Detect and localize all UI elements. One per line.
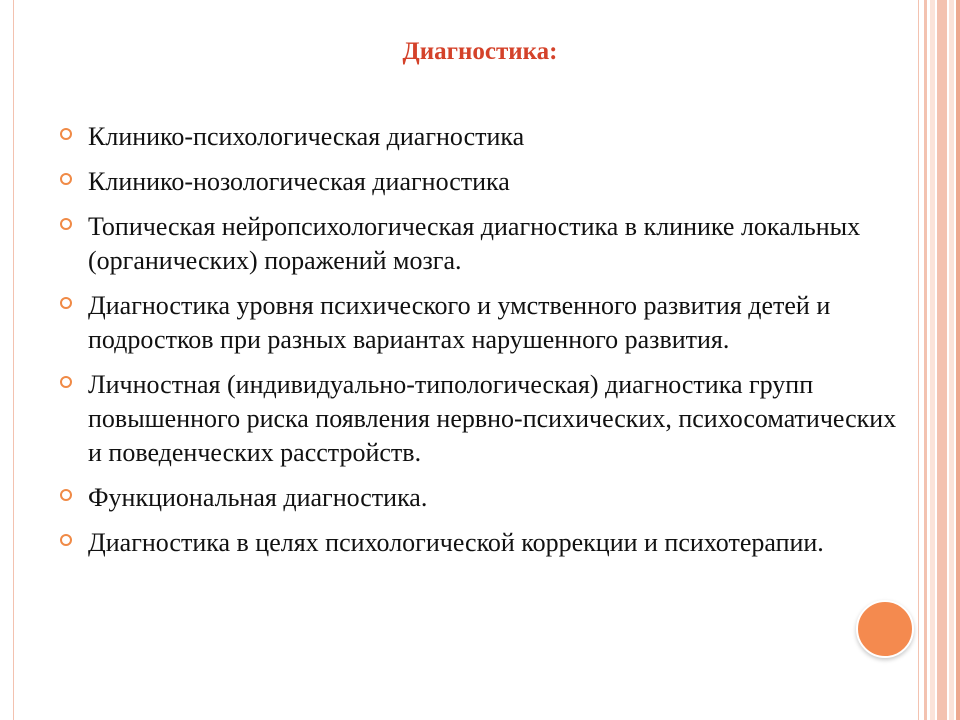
circle-bullet-icon [60,173,72,185]
bullet-text: Клинико-психологическая диагностика [88,122,525,151]
decorative-stripes [920,0,960,720]
stripe-1 [924,0,927,720]
bullet-text: Личностная (индивидуально-типологическая) диагностика групп повышенного риска появления нервно-психических, психосоматических и поведенческих расстройств. [88,370,897,467]
bullet-item [60,289,900,357]
stripe-2 [930,0,935,720]
stripe-3 [937,0,947,720]
content-area [60,120,900,571]
circle-bullet-icon [60,376,72,388]
circle-bullet-icon [60,218,72,230]
bullet-text: Диагностика в целях психологической коррекции и психотерапии. [88,528,824,557]
bullet-item [60,120,900,154]
circle-bullet-icon [60,128,72,140]
bullet-list [60,120,900,560]
bullet-item [60,368,900,470]
bullet-item [60,481,900,515]
bullet-text: Диагностика уровня психического и умственного развития детей и подростков при разных вариантах нарушенного развития. [88,291,831,354]
stripe-5 [956,0,960,720]
bullet-item [60,526,900,560]
bullet-text: Топическая нейропсихологическая диагностика в клинике локальных (органических) поражений мозга. [88,212,861,275]
stripe-4 [949,0,954,720]
bullet-text: Функциональная диагностика. [88,483,428,512]
bullet-item [60,210,900,278]
decorative-orange-circle-icon [856,600,914,658]
circle-bullet-icon [60,297,72,309]
circle-bullet-icon [60,534,72,546]
bullet-text: Клинико-нозологическая диагностика [88,167,510,196]
bullet-item [60,165,900,199]
circle-bullet-icon [60,489,72,501]
slide-title: Диагностика: [402,38,558,65]
